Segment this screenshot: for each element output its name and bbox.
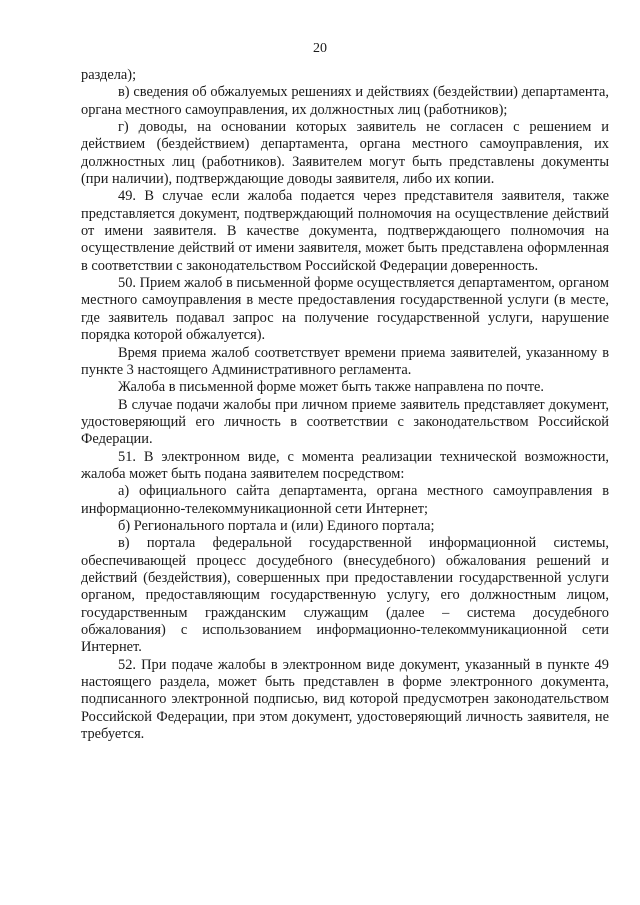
paragraph-item-v-portal: в) портала федеральной государственной информационной системы, обеспечивающей процесс досудебного (внесудебного) обжалования решений и действий (бездействия), совершенных при предоставлении государственной услуги органом, предоставляющим государственную услугу, его должностным лицом, государственным гражданским служащим (далее – система досудебного обжалования) с использованием информационно-телекоммуникационной сети Интернет.: [81, 535, 609, 656]
paragraph-item-a: а) официального сайта департамента, органа местного самоуправления в информационно-телекоммуникационной сети Интернет;: [81, 483, 609, 517]
paragraph-item-g: г) доводы, на основании которых заявитель не согласен с решением и действием (бездействием) департамента, органа местного самоуправления, их должностных лиц (работников). Заявителем могут быть представлены документы (при наличии), подтверждающие доводы заявителя, либо их копии.: [81, 119, 609, 188]
document-body: [81, 67, 609, 743]
paragraph-49: 49. В случае если жалоба подается через представителя заявителя, также представляется документ, подтверждающий полномочия на осуществление действий от имени заявителя. В качестве документа, подтверждающего полномочия на осуществление действий от имени заявителя, может быть представлена оформленная в соответствии с законодательством Российской Федерации доверенность.: [81, 188, 609, 274]
paragraph-item-b: б) Регионального портала и (или) Единого портала;: [118, 517, 435, 534]
paragraph-51: 51. В электронном виде, с момента реализации технической возможности, жалоба может быть подана заявителем посредством:: [81, 448, 609, 482]
paragraph-50: 50. Прием жалоб в письменной форме осуществляется департаментом, органом местного самоуправления в месте предоставления государственной услуги (в месте, где заявитель подавал запрос на получение государственной услуги, нарушение порядка которой обжалуется).: [81, 275, 609, 344]
paragraph-reception-time: Время приема жалоб соответствует времени приема заявителей, указанному в пункте 3 настоящего Административного регламента.: [81, 344, 609, 378]
page-number: 20: [313, 41, 327, 56]
paragraph-item-v: в) сведения об обжалуемых решениях и действиях (бездействии) департамента, органа местного самоуправления, их должностных лиц (работников);: [81, 84, 609, 118]
paragraph-section-ref: раздела);: [81, 67, 137, 83]
paragraph-52: 52. При подаче жалобы в электронном виде документ, указанный в пункте 49 настоящего раздела, может быть представлен в форме электронного документа, подписанного электронной подписью, вид которой предусмотрен законодательством Российской Федерации, при этом документ, удостоверяющий личность заявителя, не требуется.: [81, 656, 609, 743]
paragraph-by-mail: Жалоба в письменной форме может быть также направлена по почте.: [118, 379, 545, 396]
paragraph-personal-reception: В случае подачи жалобы при личном приеме заявитель представляет документ, удостоверяющий его личность в соответствии с законодательством Российской Федерации.: [81, 396, 609, 448]
